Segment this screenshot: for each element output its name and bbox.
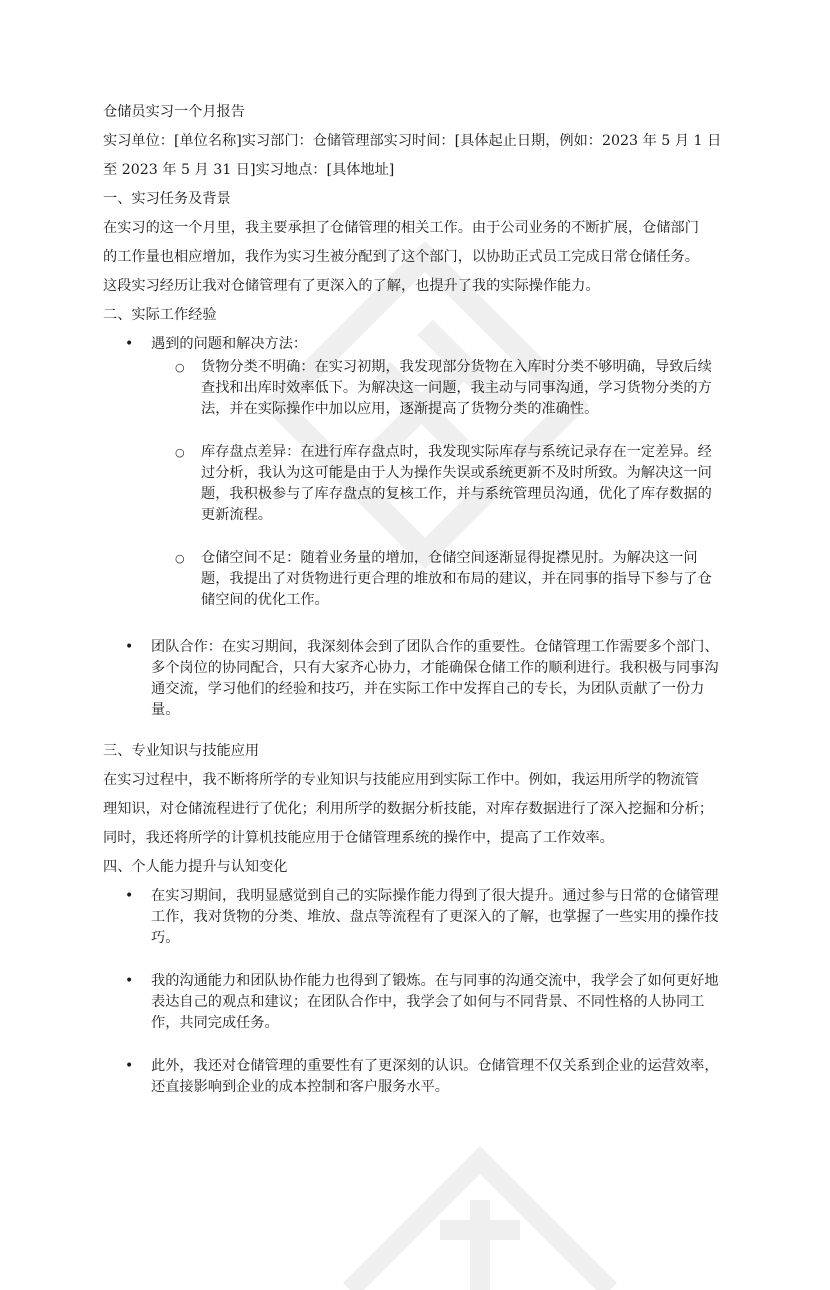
paragraph-line: 在实习过程中，我不断将所学的专业知识与技能应用到实际工作中。例如，我运用所学的物流管 bbox=[103, 772, 699, 788]
paragraph-line: 理知识，对仓储流程进行了优化；利用所学的数据分析技能，对库存数据进行了深入挖掘和分析； bbox=[103, 801, 714, 817]
paragraph-line: 这段实习经历让我对仓储管理有了更深入的了解，也提升了我的实际操作能力。 bbox=[103, 278, 600, 294]
bullet-icon: • bbox=[125, 888, 134, 904]
paragraph-line: 在实习的这一个月里，我主要承担了仓储管理的相关工作。由于公司业务的不断扩展，仓储部门 bbox=[103, 220, 699, 236]
list-item bbox=[103, 1056, 723, 1098]
section-heading: 二、实际工作经验 bbox=[103, 307, 217, 323]
sub-list-item-text: 货物分类不明确：在实习初期，我发现部分货物在入库时分类不够明确，导致后续查找和出库时效率低下。为解决这一问题，我主动与同事沟通，学习货物分类的方法，并在实际操作中加以应用，逐渐提高了货物分类的准确性。 bbox=[201, 359, 712, 417]
bullet-icon: • bbox=[125, 336, 134, 352]
document-title: 仓储员实习一个月报告 bbox=[103, 104, 245, 120]
paragraph-line: 的工作量也相应增加，我作为实习生被分配到了这个部门，以协助正式员工完成日常仓储任务。 bbox=[103, 249, 699, 265]
sub-list-item bbox=[151, 357, 723, 420]
list-item bbox=[103, 334, 723, 611]
sub-list-item bbox=[151, 548, 723, 611]
paragraph-line: 同时，我还将所学的计算机技能应用于仓储管理系统的操作中，提高了工作效率。 bbox=[103, 830, 614, 846]
list-item bbox=[103, 886, 723, 949]
bullet-list bbox=[103, 886, 723, 1098]
list-item-text: 我的沟通能力和团队协作能力也得到了锻炼。在与同事的沟通交流中，我学会了如何更好地表达自己的观点和建议；在团队合作中，我学会了如何与不同背景、不同性格的人协同工作，共同完成任务。 bbox=[151, 973, 719, 1031]
sub-bullet-list bbox=[151, 357, 723, 611]
bullet-list bbox=[103, 334, 723, 721]
bullet-icon: • bbox=[125, 639, 134, 655]
list-item-text: 此外，我还对仓储管理的重要性有了更深刻的认识。仓储管理不仅关系到企业的运营效率，还直接影响到企业的成本控制和客户服务水平。 bbox=[151, 1058, 719, 1095]
section-heading: 一、实习任务及背景 bbox=[103, 191, 231, 207]
circle-bullet-icon: ○ bbox=[175, 552, 185, 565]
section-heading: 四、个人能力提升与认知变化 bbox=[103, 859, 288, 875]
info-line: 实习单位：[单位名称]实习部门：仓储管理部实习时间：[具体起止日期，例如：2023 年 5 月 1 日 bbox=[103, 133, 722, 149]
circle-bullet-icon: ○ bbox=[175, 446, 185, 459]
sub-list-item-text: 仓储空间不足：随着业务量的增加，仓储空间逐渐显得捉襟见肘。为解决这一问题，我提出了对货物进行更合理的堆放和布局的建议，并在同事的指导下参与了仓储空间的优化工作。 bbox=[201, 550, 712, 608]
bullet-icon: • bbox=[125, 973, 134, 989]
section-heading: 三、专业知识与技能应用 bbox=[103, 743, 260, 759]
list-item bbox=[103, 971, 723, 1034]
document-body bbox=[103, 98, 723, 1120]
list-item bbox=[103, 637, 723, 721]
circle-bullet-icon: ○ bbox=[175, 361, 185, 374]
sub-list-item-text: 库存盘点差异：在进行库存盘点时，我发现实际库存与系统记录存在一定差异。经过分析，我认为这可能是由于人为操作失误或系统更新不及时所致。为解决这一问题，我积极参与了库存盘点的复核工作，并与系统管理员沟通，优化了库存数据的更新流程。 bbox=[201, 444, 712, 523]
sub-list-item bbox=[151, 442, 723, 526]
list-item-text: 遇到的问题和解决方法： bbox=[151, 336, 308, 352]
bullet-icon: • bbox=[125, 1058, 134, 1074]
info-line: 至 2023 年 5 月 31 日]实习地点：[具体地址] bbox=[103, 162, 395, 178]
watermark-logo-icon bbox=[330, 1090, 630, 1290]
list-item-text: 团队合作：在实习期间，我深刻体会到了团队合作的重要性。仓储管理工作需要多个部门、多个岗位的协同配合，只有大家齐心协力，才能确保仓储工作的顺利进行。我积极与同事沟通交流，学习他们的经验和技巧，并在实际工作中发挥自己的专长，为团队贡献了一份力量。 bbox=[151, 639, 719, 718]
list-item-text: 在实习期间，我明显感觉到自己的实际操作能力得到了很大提升。通过参与日常的仓储管理工作，我对货物的分类、堆放、盘点等流程有了更深入的了解，也掌握了一些实用的操作技巧。 bbox=[151, 888, 719, 946]
